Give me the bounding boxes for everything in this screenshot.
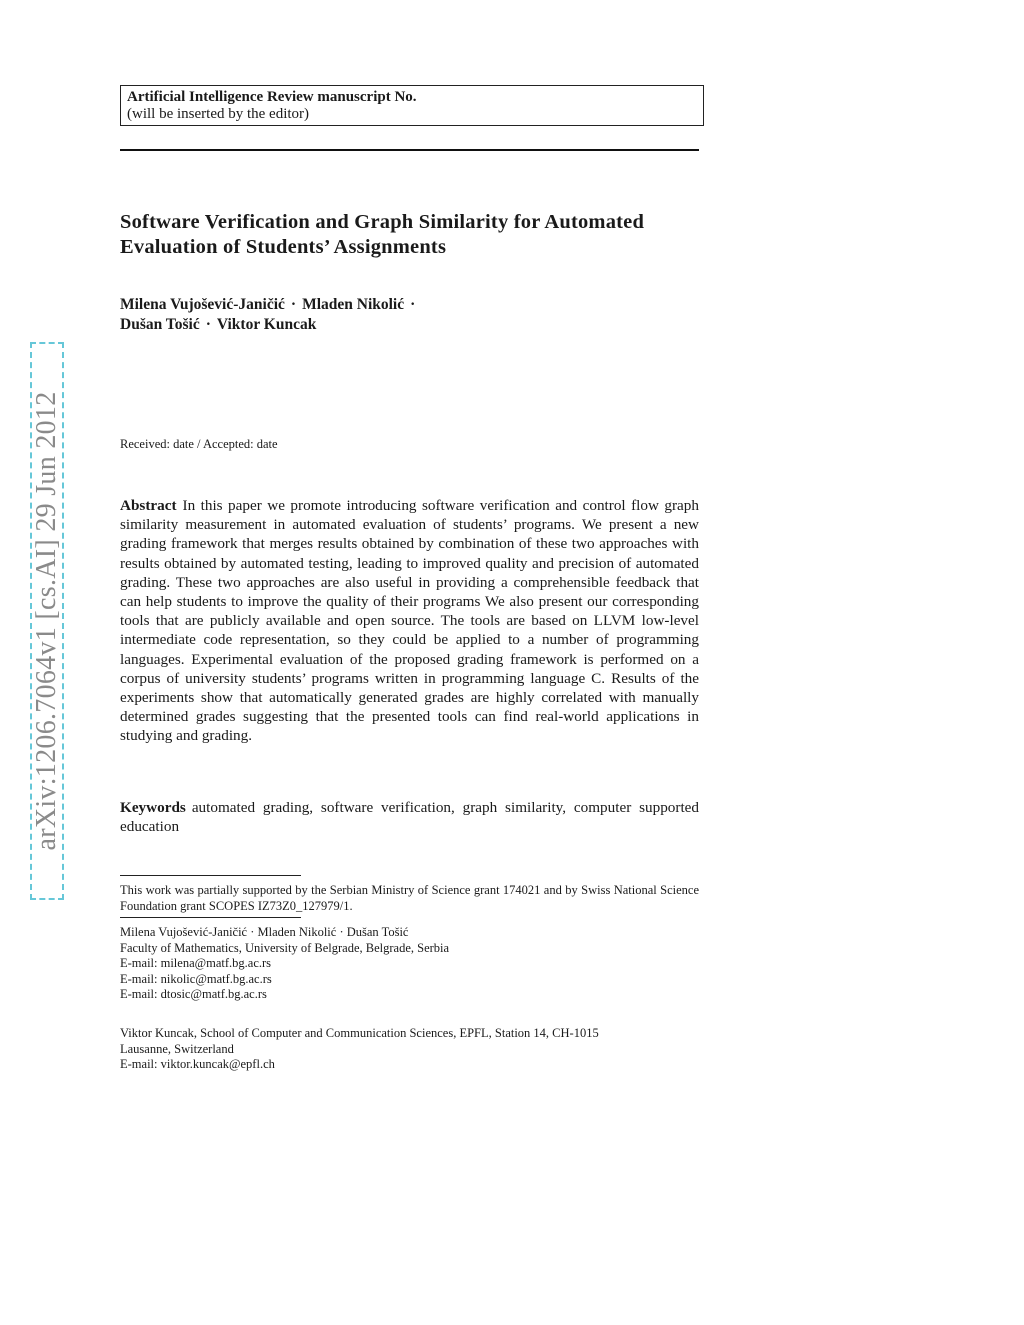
abstract	[120, 496, 699, 746]
funding-footnote: This work was partially supported by the Serbian Ministry of Science grant 174021 and by Swiss National Science Foundation grant SCOPES IZ73Z0_127979/1.	[120, 883, 699, 913]
affiliation-belgrade	[120, 925, 699, 1003]
arxiv-stamp[interactable]	[30, 342, 64, 900]
author-list	[120, 295, 700, 335]
abstract-text: In this paper we promote introducing software verification and control flow graph similarity measurement in automated evaluation of students’ programs. We present a new grading framework that merges results obtained by combination of these two approaches with results obtained by automated testing, leading to improved quality and precision of automated grading. These two approaches are also useful in providing a comprehensible feedback that can help students to improve the quality of their programs We also present our corresponding tools that are publicly available and open source. The tools are based on LLVM low-level intermediate code representation, so they could be applied to a number of programming languages. Experimental evaluation of the proposed grading framework is performed on a corpus of university students’ programs written in programming language C. Results of the experiments show that automatically generated grades are highly correlated with manually determined grades suggesting that the presented tools can find real-world applications in studying and grading.	[120, 497, 699, 745]
affiliation-epfl-line-2: Lausanne, Switzerland	[120, 1041, 234, 1056]
author-name: Viktor Kuncak	[216, 316, 317, 333]
email-milena: E-mail: milena@matf.bg.ac.rs	[120, 956, 272, 970]
keywords-label: Keywords	[120, 799, 186, 816]
email-kuncak: E-mail: viktor.kuncak@epfl.ch	[120, 1057, 275, 1071]
title-line-2: Evaluation of Students’ Assignments	[120, 236, 447, 258]
journal-header-box	[120, 85, 704, 126]
title-line-1: Software Verification and Graph Similarity for Automated	[120, 211, 645, 233]
keywords-text: automated grading, software verification, graph similarity, computer supported education	[120, 799, 699, 836]
affiliation-names: Milena Vujošević-Janičić · Mladen Nikolić · Dušan Tošić	[120, 925, 409, 939]
author-separator: ·	[290, 296, 297, 313]
footnote-rule	[120, 875, 301, 876]
journal-title: Artificial Intelligence Review manuscript No.	[127, 89, 417, 105]
received-accepted-line: Received: date / Accepted: date	[120, 437, 278, 451]
author-separator: ·	[410, 296, 416, 313]
journal-note: (will be inserted by the editor)	[127, 106, 310, 122]
email-dtosic: E-mail: dtosic@matf.bg.ac.rs	[120, 987, 267, 1001]
arxiv-identifier[interactable]: arXiv:1206.7064v1 [cs.AI] 29 Jun 2012	[31, 391, 62, 851]
author-name: Mladen Nikolić	[302, 296, 405, 313]
author-name: Dušan Tošić	[120, 316, 200, 333]
author-line-1	[120, 295, 700, 315]
paper-title	[120, 210, 710, 260]
header-rule	[120, 149, 699, 151]
abstract-label: Abstract	[120, 497, 177, 514]
author-separator: ·	[205, 316, 211, 333]
affiliation-rule	[120, 917, 301, 918]
affiliation-institution: Faculty of Mathematics, University of Belgrade, Belgrade, Serbia	[120, 940, 450, 955]
email-nikolic: E-mail: nikolic@matf.bg.ac.rs	[120, 971, 272, 986]
keywords	[120, 798, 699, 836]
author-line-2	[120, 315, 700, 335]
author-name: Milena Vujošević-Janičić	[120, 296, 285, 313]
affiliation-epfl	[120, 1026, 699, 1073]
affiliation-epfl-line-1: Viktor Kuncak, School of Computer and Communication Sciences, EPFL, Station 14, CH-1015	[120, 1026, 599, 1040]
